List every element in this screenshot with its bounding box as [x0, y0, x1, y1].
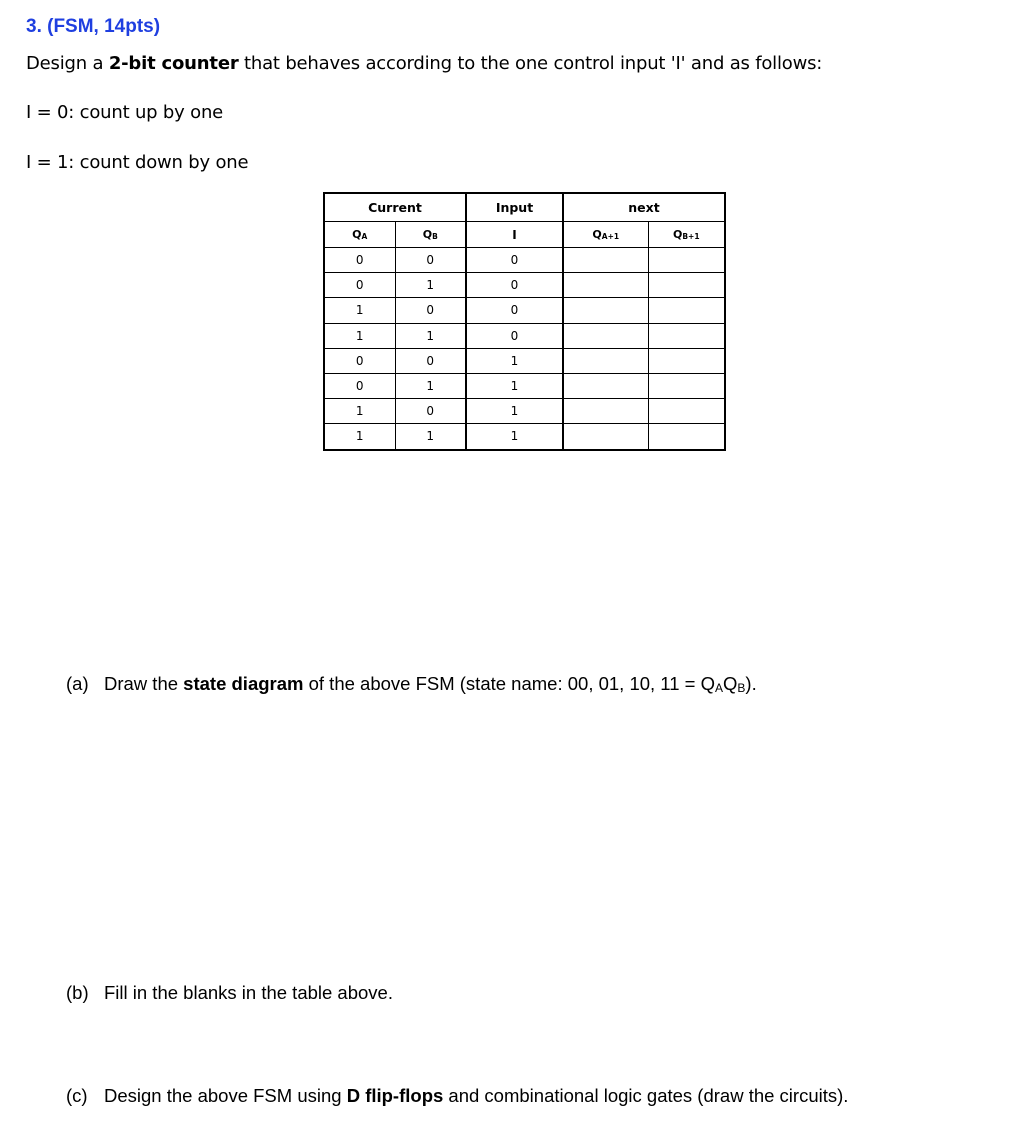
cell-i: 1 [466, 348, 563, 373]
group-header-row [324, 193, 725, 222]
cell-i: 1 [466, 399, 563, 424]
table-row [324, 348, 725, 373]
cell-qb-next-blank [648, 298, 725, 323]
cell-qb: 0 [395, 399, 466, 424]
cell-qa: 0 [324, 348, 395, 373]
cell-qa-next-blank [563, 424, 648, 450]
part-a-sub-a: A [715, 681, 724, 695]
intro-post: that behaves according to the one control input 'I' and as follows: [238, 53, 823, 74]
intro-pre: Design a [26, 53, 109, 74]
part-b-body: Fill in the blanks in the table above. [104, 982, 393, 1003]
cell-i: 0 [466, 248, 563, 273]
problem-intro [26, 53, 822, 74]
table-row [324, 399, 725, 424]
header-current: Current [324, 193, 466, 222]
part-a-pre: Draw the [104, 673, 184, 694]
cell-qa: 0 [324, 373, 395, 398]
cell-qb: 1 [395, 373, 466, 398]
cell-qb: 1 [395, 424, 466, 450]
cell-i: 1 [466, 373, 563, 398]
part-a-label: (a) [66, 673, 89, 694]
cell-qa-next-blank [563, 323, 648, 348]
col-qb: $Q_B$ [395, 222, 466, 248]
cell-qa: 1 [324, 298, 395, 323]
cell-qb: 0 [395, 248, 466, 273]
part-a-text [66, 673, 757, 695]
intro-bold: 2-bit counter [108, 53, 239, 74]
header-next: next [563, 193, 725, 222]
part-a-bold: state diagram [183, 673, 304, 694]
cell-qb: 0 [395, 298, 466, 323]
cell-qa: 1 [324, 424, 395, 450]
cell-qa: 1 [324, 323, 395, 348]
part-c-label: (c) [66, 1085, 88, 1106]
cell-qb-next-blank [648, 273, 725, 298]
part-a-mid: of the above FSM (state name: 00, 01, 10, 11 = Q [303, 673, 715, 694]
cell-qb: 1 [395, 273, 466, 298]
part-b-text [66, 982, 393, 1004]
column-header-row [324, 222, 725, 248]
part-c-post: and combinational logic gates (draw the circuits). [443, 1085, 849, 1106]
cell-qb-next-blank [648, 248, 725, 273]
cell-qb-next-blank [648, 323, 725, 348]
cell-qb-next-blank [648, 424, 725, 450]
cell-qa-next-blank [563, 298, 648, 323]
rule-count-up: I = 0: count up by one [26, 102, 224, 123]
table-row [324, 298, 725, 323]
col-i: I [466, 222, 563, 248]
cell-qa: 0 [324, 273, 395, 298]
cell-qa-next-blank [563, 273, 648, 298]
table-row [324, 248, 725, 273]
cell-qa-next-blank [563, 373, 648, 398]
table-row [324, 323, 725, 348]
cell-qb-next-blank [648, 399, 725, 424]
table-row [324, 373, 725, 398]
part-c-text [66, 1085, 848, 1107]
state-table [323, 192, 726, 451]
part-c-pre: Design the above FSM using [104, 1085, 347, 1106]
part-a-sub-b: B [737, 681, 746, 695]
cell-i: 0 [466, 323, 563, 348]
cell-i: 0 [466, 298, 563, 323]
cell-qb: 0 [395, 348, 466, 373]
table-row [324, 424, 725, 450]
cell-qb-next-blank [648, 348, 725, 373]
cell-i: 1 [466, 424, 563, 450]
rule-count-down: I = 1: count down by one [26, 152, 249, 173]
cell-qa-next-blank [563, 248, 648, 273]
part-c-bold: D flip-flops [346, 1085, 444, 1106]
cell-qb-next-blank [648, 373, 725, 398]
cell-qb: 1 [395, 323, 466, 348]
part-a-post: ). [745, 673, 757, 694]
problem-heading: 3. (FSM, 14pts) [26, 16, 161, 37]
part-a-q: Q [723, 673, 738, 694]
part-b-label: (b) [66, 982, 89, 1003]
header-input: Input [466, 193, 563, 222]
col-qb-next: $Q_{B+1}$ [648, 222, 725, 248]
col-qa: $Q_A$ [324, 222, 395, 248]
cell-qa: 1 [324, 399, 395, 424]
cell-qa: 0 [324, 248, 395, 273]
table-row [324, 273, 725, 298]
cell-qa-next-blank [563, 348, 648, 373]
cell-i: 0 [466, 273, 563, 298]
col-qa-next: $Q_{A+1}$ [563, 222, 648, 248]
cell-qa-next-blank [563, 399, 648, 424]
